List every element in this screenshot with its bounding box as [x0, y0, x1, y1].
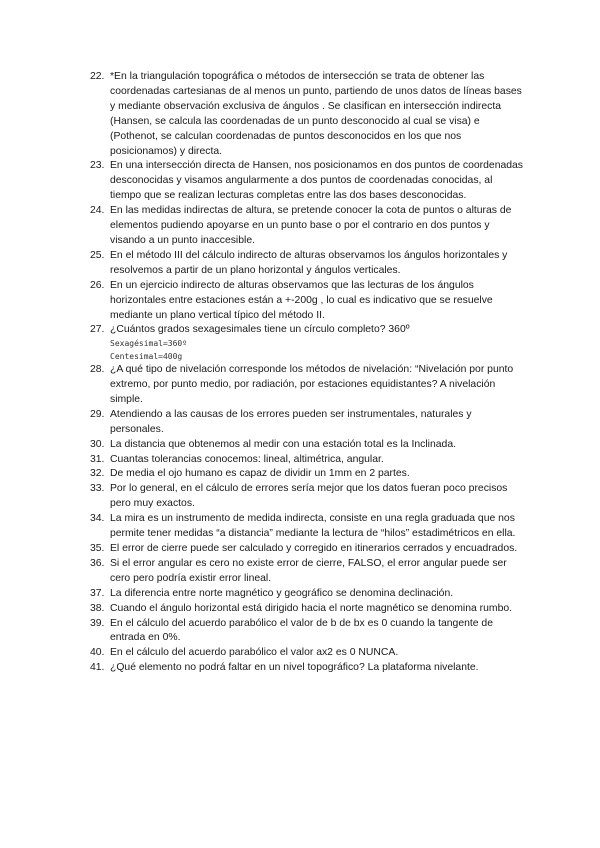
list-item	[90, 467, 524, 482]
list-item	[90, 438, 524, 453]
item-note: Sexagésimal=360º	[110, 339, 188, 349]
question-list	[90, 70, 524, 676]
item-text: *En la triangulación topográfica o métodos de intersección se trata de obtener las coordenadas cartesianas de al menos un punto, partiendo de unos datos de líneas bases y mediante observación exclusiva de ángulos . Se clasifican en intersección indirecta (Hansen, se calcula las coordenadas de un punto desconocido al cual se visa) e (Pothenot, se calculan coordenadas de puntos desconocidos en los que nos posicionamos) y directa.	[110, 71, 522, 157]
list-item	[90, 408, 524, 438]
item-text: La diferencia entre norte magnético y geográfico se denomina declinación.	[110, 587, 454, 599]
item-number: 26.	[90, 279, 105, 291]
item-number: 25.	[90, 249, 105, 261]
list-item	[90, 204, 524, 249]
item-number: 29.	[90, 408, 105, 420]
list-item	[90, 512, 524, 542]
item-text: El error de cierre puede ser calculado y corregido en itinerarios cerrados y encuadrados.	[110, 543, 518, 554]
list-item	[90, 279, 524, 324]
item-text: Atendiendo a las causas de los errores pueden ser instrumentales, naturales y personales.	[110, 408, 472, 435]
item-text: De media el ojo humano es capaz de dividir un 1mm en 2 partes.	[110, 468, 410, 480]
item-note: Centesimal=400g	[110, 351, 183, 361]
list-item	[90, 661, 524, 676]
list-item	[90, 587, 524, 602]
item-number: 40.	[90, 647, 105, 659]
item-number: 34.	[90, 513, 105, 525]
item-text: La distancia que obtenemos al medir con una estación total es la Inclinada.	[110, 438, 456, 450]
item-number: 37.	[90, 587, 105, 599]
item-text: Cuando el ángulo horizontal está dirigido hacia el norte magnético se denomina rumbo.	[110, 602, 513, 614]
item-number: 30.	[90, 438, 105, 450]
item-text: Si el error angular es cero no existe error de cierre, FALSO, el error angular puede ser cero pero podría existir error lineal.	[110, 557, 507, 584]
item-text: En el cálculo del acuerdo parabólico el valor ax2 es 0 NUNCA.	[110, 647, 399, 659]
item-text: En el cálculo del acuerdo parabólico el valor de b de bx es 0 cuando la tangente de entrada en 0%.	[110, 617, 493, 644]
list-item	[90, 602, 524, 617]
list-item	[90, 542, 524, 557]
list-item	[90, 363, 524, 408]
item-body	[110, 323, 524, 363]
item-text: Cuantas tolerancias conocemos: lineal, altimétrica, angular.	[110, 453, 384, 465]
list-item	[90, 482, 524, 512]
item-text: ¿Cuántos grados sexagesimales tiene un círculo completo? 360º	[110, 324, 410, 336]
item-number: 41.	[90, 662, 105, 674]
item-text: ¿Qué elemento no podrá faltar en un nivel topográfico? La plataforma nivelante.	[110, 662, 479, 674]
item-text: Por lo general, en el cálculo de errores sería mejor que los datos fueran poco precisos pero muy exactos.	[110, 483, 508, 510]
list-item	[90, 557, 524, 587]
item-text: En un ejercicio indirecto de alturas observamos que las lecturas de los ángulos horizontales entre estaciones están a +-200g , lo cual es indicativo que se resuelve mediante un plano vertical típico del método II.	[110, 279, 493, 321]
item-number: 27.	[90, 324, 105, 336]
list-item	[90, 323, 524, 363]
item-text: En el método III del cálculo indirecto de alturas observamos los ángulos horizontales y resolvemos a partir de un plano horizontal y ángulos verticales.	[110, 249, 508, 276]
list-item	[90, 453, 524, 468]
item-text: En una intersección directa de Hansen, nos posicionamos en dos puntos de coordenadas desconocidas y visamos angularmente a dos puntos de coordenadas conocidas, al tiempo que se realizan lecturas completas entre las dos bases desconocidas.	[110, 160, 524, 202]
list-item	[90, 249, 524, 279]
list-item	[90, 159, 524, 204]
list-item	[90, 70, 524, 159]
item-number: 32.	[90, 468, 105, 480]
item-number: 36.	[90, 557, 105, 569]
item-text: La mira es un instrumento de medida indirecta, consiste en una regla graduada que nos permite tener medidas “a distancia” mediante la lectura de “hilos” estadimétricos en ella.	[110, 513, 516, 540]
list-item	[90, 617, 524, 647]
item-number: 38.	[90, 602, 105, 614]
item-number: 22.	[90, 71, 105, 82]
item-number: 31.	[90, 453, 105, 465]
item-number: 23.	[90, 160, 105, 172]
list-item	[90, 646, 524, 661]
item-number: 33.	[90, 483, 105, 495]
item-number: 39.	[90, 617, 105, 629]
item-number: 35.	[90, 543, 105, 554]
item-text: ¿A qué tipo de nivelación corresponde los métodos de nivelación: “Nivelación por punto extremo, por punto medio, por radiación, por estaciones equidistantes? A nivelación simple.	[110, 364, 514, 405]
item-text: En las medidas indirectas de altura, se pretende conocer la cota de puntos o alturas de elementos pudiendo apoyarse en un punto base o por el contrario en dos puntos y visando a un punto inaccesible.	[110, 205, 512, 246]
item-number: 28.	[90, 364, 105, 376]
item-number: 24.	[90, 205, 105, 217]
